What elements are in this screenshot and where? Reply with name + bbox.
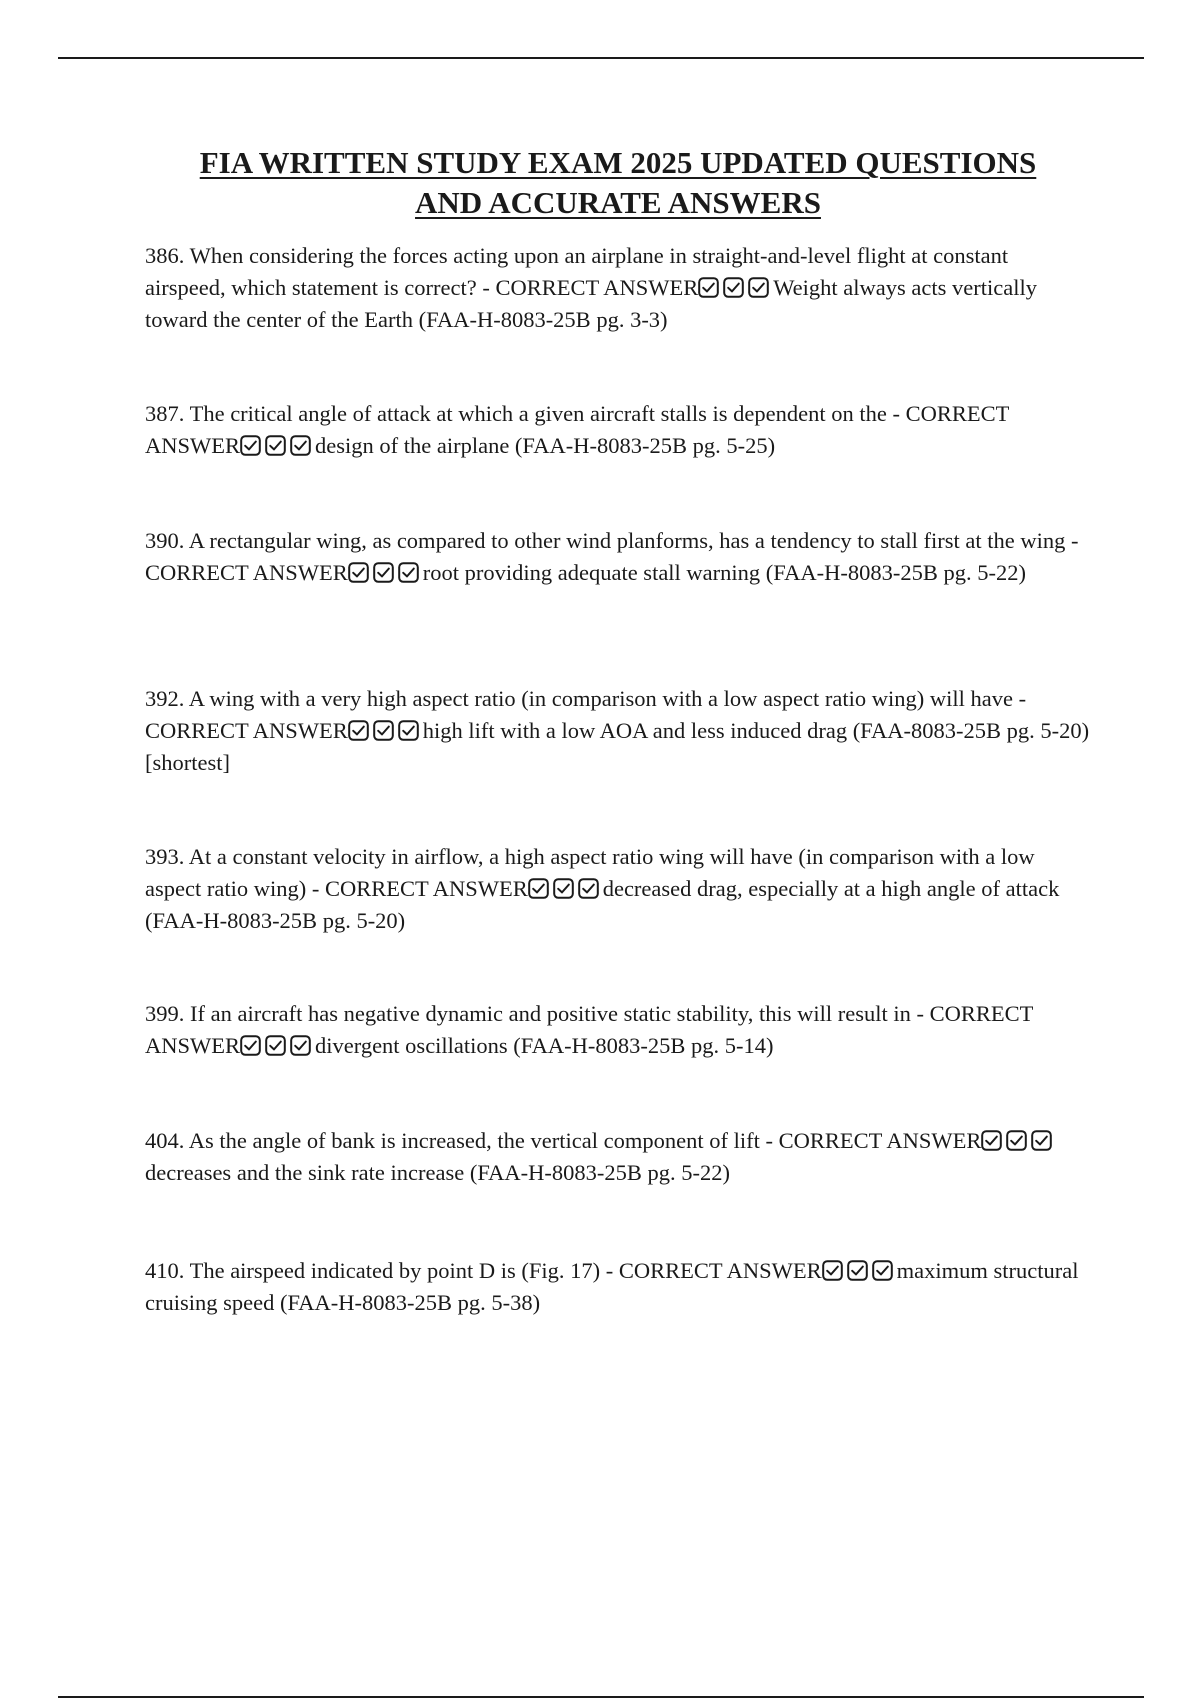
- checkbox-check-icon: [348, 720, 369, 741]
- question-number: 410.: [145, 1258, 185, 1283]
- answer-text: maximum structural cruising speed (FAA-H-8083-25B pg. 5-38): [145, 1258, 1079, 1315]
- question-number: 387.: [145, 401, 185, 426]
- answer-label: CORRECT ANSWER: [145, 401, 1009, 458]
- question-number: 390.: [145, 528, 185, 553]
- answer-label: CORRECT ANSWER: [145, 718, 348, 743]
- checkbox-check-icon: [872, 1260, 893, 1281]
- qa-item-393: [145, 841, 1090, 937]
- title-line-2: AND ACCURATE ANSWERS: [415, 185, 821, 220]
- answer-checks: [698, 275, 773, 300]
- answer-label: CORRECT ANSWER: [145, 1001, 1033, 1058]
- checkbox-check-icon: [398, 720, 419, 741]
- question-number: 393.: [145, 844, 185, 869]
- answer-text: divergent oscillations (FAA-H-8083-25B pg. 5-14): [315, 1033, 774, 1058]
- header-rule: [58, 57, 1144, 59]
- checkbox-check-icon: [578, 878, 599, 899]
- qa-item-410: [145, 1255, 1090, 1319]
- checkbox-check-icon: [265, 435, 286, 456]
- answer-checks: [240, 1033, 315, 1058]
- checkbox-check-icon: [822, 1260, 843, 1281]
- question-number: 392.: [145, 686, 185, 711]
- separator: -: [886, 401, 906, 426]
- qa-item-390: [145, 525, 1090, 589]
- answer-label: CORRECT ANSWER: [145, 560, 348, 585]
- answer-text: root providing adequate stall warning (FAA-H-8083-25B pg. 5-22): [422, 560, 1026, 585]
- question-text: A wing with a very high aspect ratio (in comparison with a low aspect ratio wing) will have: [188, 686, 1013, 711]
- answer-checks: [348, 718, 423, 743]
- page-title: [0, 143, 1200, 223]
- checkbox-check-icon: [553, 878, 574, 899]
- checkbox-check-icon: [373, 562, 394, 583]
- answer-text: Weight always acts vertically toward the center of the Earth (FAA-H-8083-25B pg. 3-3): [145, 275, 1037, 332]
- answer-label: CORRECT ANSWER: [618, 1258, 822, 1283]
- answer-text: decreased drag, especially at a high angle of attack (FAA-H-8083-25B pg. 5-20): [145, 876, 1060, 933]
- answer-label: CORRECT ANSWER: [324, 876, 528, 901]
- answer-checks: [240, 433, 315, 458]
- answer-checks: [348, 560, 423, 585]
- answer-label: CORRECT ANSWER: [778, 1128, 982, 1153]
- question-number: 404.: [145, 1128, 185, 1153]
- separator: -: [306, 876, 325, 901]
- checkbox-check-icon: [240, 435, 261, 456]
- separator: -: [1012, 686, 1027, 711]
- footer-rule: [58, 1696, 1144, 1698]
- question-text: The critical angle of attack at which a given aircraft stalls is dependent on the: [189, 401, 887, 426]
- answer-text: design of the airplane (FAA-H-8083-25B pg. 5-25): [315, 433, 776, 458]
- checkbox-check-icon: [981, 1130, 1002, 1151]
- answer-text: decreases and the sink rate increase (FAA-H-8083-25B pg. 5-22): [145, 1160, 731, 1185]
- qa-item-387: [145, 398, 1090, 462]
- separator: -: [476, 275, 496, 300]
- checkbox-check-icon: [398, 562, 419, 583]
- checkbox-check-icon: [723, 277, 744, 298]
- answer-checks: [822, 1258, 897, 1283]
- checkbox-check-icon: [1031, 1130, 1052, 1151]
- checkbox-check-icon: [290, 435, 311, 456]
- checkbox-check-icon: [748, 277, 769, 298]
- checkbox-check-icon: [373, 720, 394, 741]
- checkbox-check-icon: [1006, 1130, 1027, 1151]
- checkbox-check-icon: [847, 1260, 868, 1281]
- answer-label: CORRECT ANSWER: [495, 275, 699, 300]
- qa-item-404: [145, 1125, 1090, 1189]
- checkbox-check-icon: [528, 878, 549, 899]
- question-number: 399.: [145, 1001, 185, 1026]
- answer-checks: [981, 1128, 1056, 1153]
- question-text: If an aircraft has negative dynamic and positive static stability, this will result in: [190, 1001, 911, 1026]
- checkbox-check-icon: [698, 277, 719, 298]
- qa-item-399: [145, 998, 1090, 1062]
- title-line-1: FIA WRITTEN STUDY EXAM 2025 UPDATED QUESTIONS: [199, 145, 1037, 180]
- question-text: The airspeed indicated by point D is (Fig. 17): [189, 1258, 601, 1283]
- question-number: 386.: [145, 243, 185, 268]
- checkbox-check-icon: [265, 1035, 286, 1056]
- separator: -: [1065, 528, 1079, 553]
- question-text: As the angle of bank is increased, the vertical component of lift: [188, 1128, 760, 1153]
- question-text: A rectangular wing, as compared to other wind planforms, has a tendency to stall first at the wing: [188, 528, 1066, 553]
- separator: -: [600, 1258, 619, 1283]
- answer-text: high lift with a low AOA and less induced drag (FAA-8083-25B pg. 5-20) [shortest]: [145, 718, 1090, 775]
- qa-item-386: [145, 240, 1090, 336]
- answer-checks: [528, 876, 603, 901]
- qa-item-392: [145, 683, 1090, 779]
- question-text: When considering the forces acting upon an airplane in straight-and-level flight at constant airspeed, which statement is correct?: [145, 243, 1009, 300]
- separator: -: [910, 1001, 930, 1026]
- checkbox-check-icon: [348, 562, 369, 583]
- checkbox-check-icon: [240, 1035, 261, 1056]
- checkbox-check-icon: [290, 1035, 311, 1056]
- question-text: At a constant velocity in airflow, a high aspect ratio wing will have (in comparison with a low aspect ratio wing): [145, 844, 1035, 901]
- separator: -: [759, 1128, 779, 1153]
